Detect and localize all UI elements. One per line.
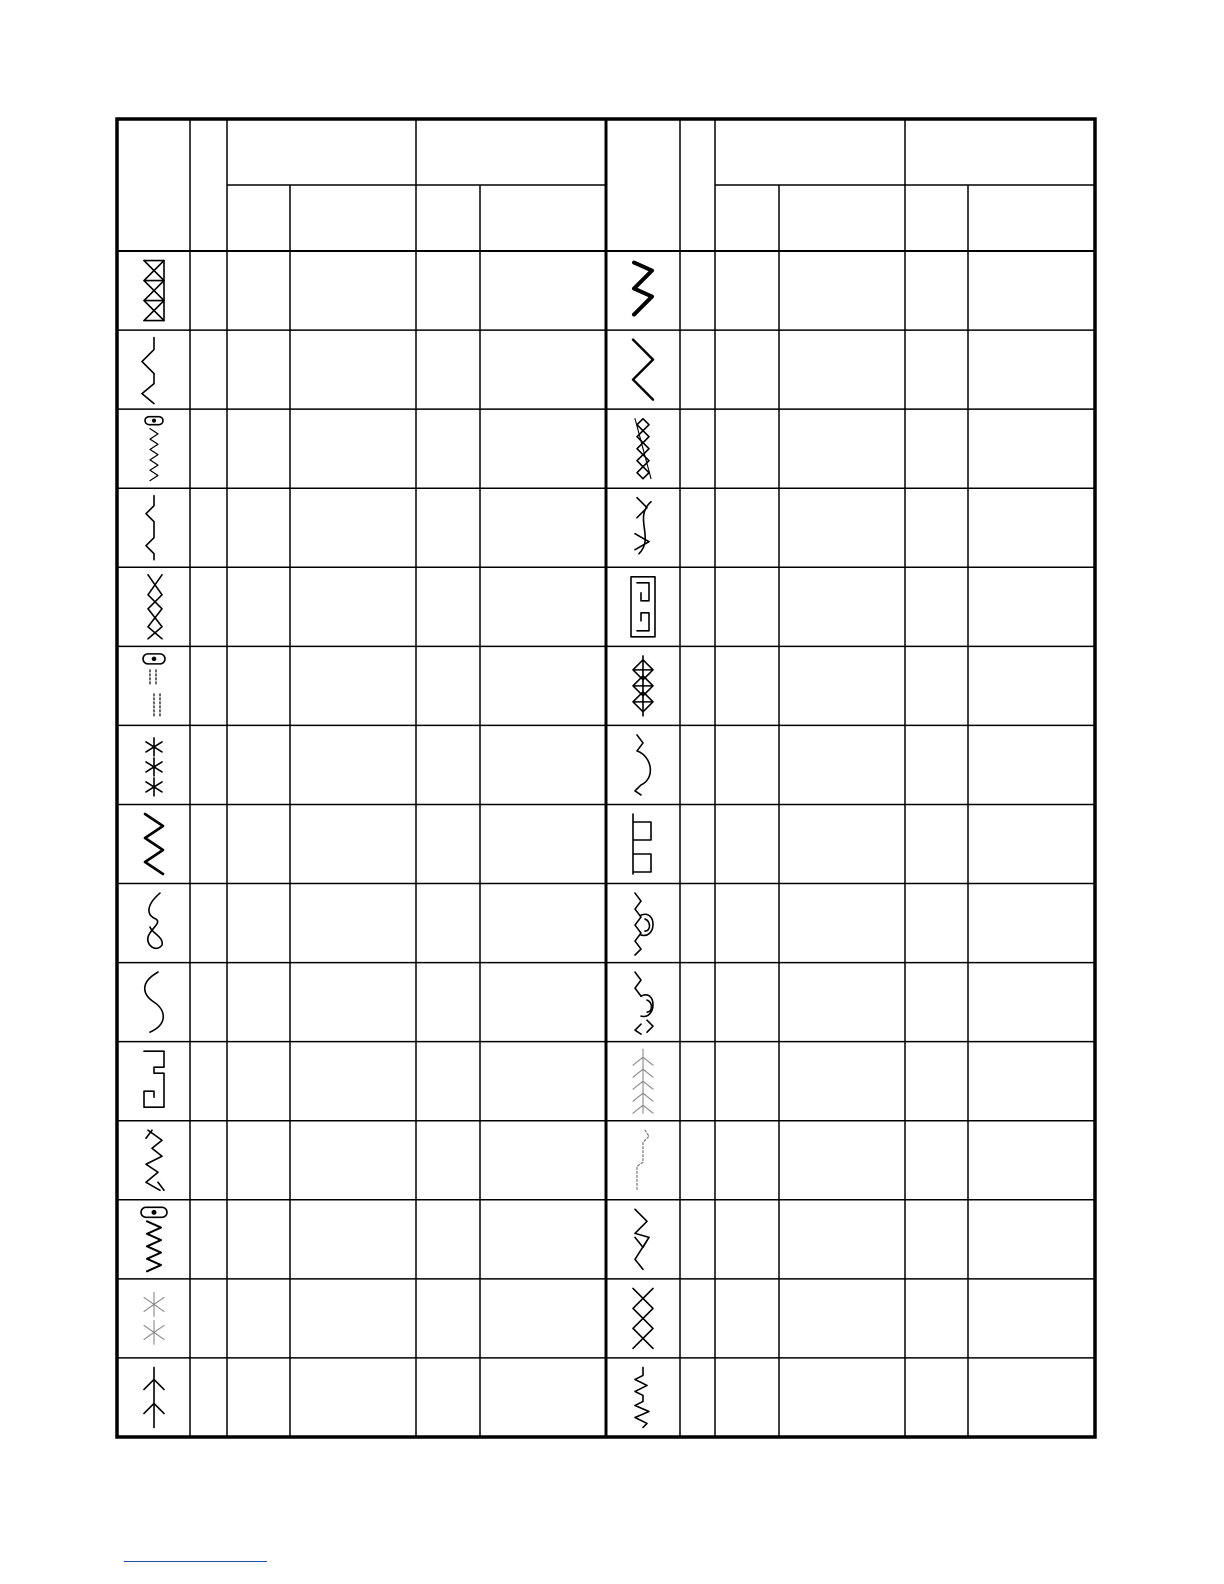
triple-diamond-icon	[633, 656, 653, 716]
tulip-zigzag-stitch-icon	[635, 972, 653, 1034]
light-feather-stitch-icon	[633, 1049, 653, 1113]
tulip-stitch-icon	[635, 893, 653, 955]
double-arrow-stitch-icon	[148, 575, 162, 639]
diamond-hem-stitch-icon	[635, 1209, 649, 1269]
buttonhole-zigzag-icon	[145, 417, 163, 481]
feather-branch-stitch-icon	[144, 1367, 164, 1427]
buttonhole-bartack-dotted-icon	[143, 654, 165, 716]
leaf-arrow-stitch-icon	[635, 498, 651, 554]
asterisk-stitch-icon	[146, 738, 162, 796]
greek-key-stitch-icon	[144, 1051, 164, 1107]
light-asterisk-stitch-icon	[144, 1292, 164, 1344]
square-castle-stitch-icon	[633, 814, 651, 874]
blind-hem-stitch-icon	[142, 338, 154, 404]
ribbon-twist-stitch-icon	[146, 1130, 164, 1190]
scallop-stitch-icon	[635, 735, 650, 795]
left-stitch-icon-column	[141, 261, 167, 1428]
buttonhole-zigzag-bold-icon	[141, 1207, 167, 1271]
dotted-step-stitch-icon	[637, 1130, 649, 1190]
elastic-blind-hem-icon	[146, 496, 154, 560]
satin-zigzag-bold-icon	[634, 263, 652, 315]
leaf-vine-stitch-icon	[148, 893, 162, 948]
greek-key-block-icon	[631, 577, 655, 637]
cross-stitch-diamond-icon	[144, 261, 164, 321]
chart-grid	[117, 119, 1095, 1437]
right-stitch-icon-column	[631, 263, 655, 1428]
zigzag-stitch-icon	[145, 814, 163, 874]
diamond-chain-icon	[635, 419, 651, 479]
triple-cross-stitch-icon	[633, 1288, 653, 1348]
open-zigzag-icon	[633, 340, 653, 400]
footer-rule	[124, 1561, 267, 1562]
serpentine-stitch-icon	[145, 972, 164, 1032]
rickrack-stitch-icon	[635, 1367, 649, 1427]
